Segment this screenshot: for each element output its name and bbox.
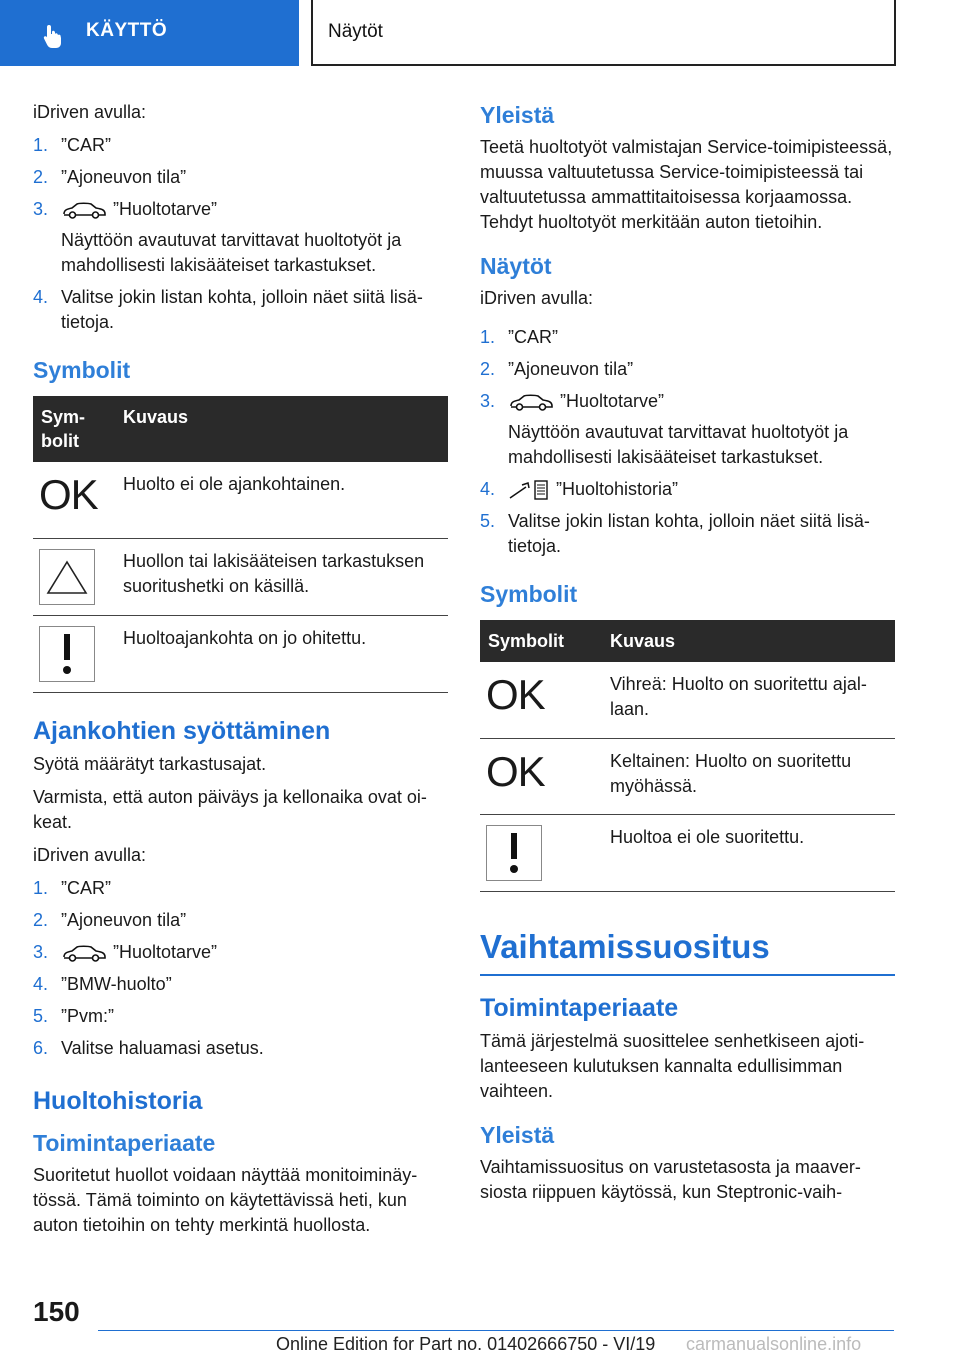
list-item: 1. ”CAR” xyxy=(33,877,111,898)
table-header: Symbolit xyxy=(33,396,115,462)
steps-list-3 xyxy=(480,325,895,559)
table-row: Huoltoa ei ole suoritettu. xyxy=(480,814,895,891)
list-item: 3. ”Huoltotarve” Näyttöön avautuvat tarvittavat huoltotyöt ja mahdollisesti lakisääteiset tarkastukset. xyxy=(480,389,895,470)
symbols-heading: Symbolit xyxy=(33,357,131,383)
table-row: OK Vihreä: Huolto on suoritettu ajallaan. xyxy=(480,662,895,738)
page-number: 150 xyxy=(33,1296,80,1327)
history-heading: Huoltohistoria xyxy=(33,1086,203,1115)
table-row: Huollon tai lakisääteisen tarkastuksen suoritushetki on käsillä. xyxy=(33,538,448,615)
edition-text: Online Edition for Part no. 01402666750 - VI/19 xyxy=(276,1334,656,1354)
exclamation-icon xyxy=(39,626,95,682)
ok-symbol: OK xyxy=(486,747,545,795)
principle-heading: Toimintaperiaate xyxy=(33,1129,216,1156)
topic-header xyxy=(311,0,896,66)
section-tab xyxy=(0,0,299,66)
list-item: 4. ”BMW-huolto” xyxy=(33,973,172,994)
shift-general-heading: Yleistä xyxy=(480,1121,555,1148)
car-icon xyxy=(508,393,554,411)
paragraph: iDriven avulla: xyxy=(33,844,147,865)
list-item: 1. ”CAR” xyxy=(33,135,111,155)
list-item: 4. Valitse jokin listan kohta, jolloin näet siitä lisätietoja. xyxy=(33,287,423,332)
step-detail: Näyttöön avautuvat tarvittavat huoltotyöt ja mahdollisesti lakisääteiset tarkastukset. xyxy=(508,422,849,467)
table-header: Kuvaus xyxy=(602,620,895,662)
list-item: 3. ”Huoltotarve” Näyttöön avautuvat tarvittavat huoltotyöt ja mahdollisesti lakisääteiset tarkastukset. xyxy=(33,197,448,278)
list-item: 5. ”Pvm:” xyxy=(33,1005,114,1026)
symbols-table xyxy=(480,620,895,892)
list-item: 3. ”Huoltotarve” xyxy=(33,941,218,962)
symbols-heading: Symbolit xyxy=(480,581,578,607)
paragraph: Tämä järjestelmä suosittelee senhetkiseen ajotilanteeseen kulutuksen kannalta edullisimman vaihteen. xyxy=(480,1030,865,1101)
dates-heading: Ajankohtien syöttäminen xyxy=(33,716,331,745)
service-history-icon xyxy=(508,479,550,501)
watermark: carmanualsonline.info xyxy=(686,1334,862,1354)
ok-symbol: OK xyxy=(486,671,545,718)
footer-divider xyxy=(98,1330,894,1331)
warning-triangle-icon xyxy=(39,549,95,605)
ok-symbol: OK xyxy=(39,471,98,518)
intro-text: iDriven avulla: xyxy=(33,102,147,122)
table-header: Kuvaus xyxy=(115,396,448,462)
displays-heading: Näytöt xyxy=(480,253,552,279)
paragraph: Suoritetut huollot voidaan näyttää monitoiminäytössä. Tämä toiminto on käytettävissä heti, kun auton tietoihin on tehty merkintä huollosta. xyxy=(33,1164,418,1235)
car-icon xyxy=(61,201,107,219)
paragraph: Vaihtamissuositus on varustetasosta ja maaversiosta riippuen käytössä, kun Steptronic-vaih- xyxy=(480,1156,861,1202)
car-icon xyxy=(61,944,107,962)
intro-text: iDriven avulla: xyxy=(480,288,594,308)
right-column xyxy=(480,100,895,1213)
table-header: Symbolit xyxy=(480,620,602,662)
list-item: 1. ”CAR” xyxy=(480,327,558,347)
step-detail: Näyttöön avautuvat tarvittavat huoltotyöt ja mahdollisesti lakisääteiset tarkastukset. xyxy=(61,230,402,275)
symbols-table xyxy=(33,396,448,693)
table-row: OK Huolto ei ole ajankohtainen. xyxy=(33,462,448,538)
hand-pointer-icon xyxy=(40,23,66,49)
list-item: 2. ”Ajoneuvon tila” xyxy=(480,359,634,379)
table-row: OK Keltainen: Huolto on suoritettu myöhässä. xyxy=(480,738,895,814)
paragraph: Syötä määrätyt tarkastusajat. xyxy=(33,753,267,774)
section-title: KÄYTTÖ xyxy=(86,20,168,41)
paragraph: Varmista, että auton päiväys ja kellonaika ovat oikeat. xyxy=(33,786,427,832)
list-item: 4. ”Huoltohistoria” xyxy=(480,477,895,502)
list-item: 2. ”Ajoneuvon tila” xyxy=(33,909,187,930)
shift-heading: Vaihtamissuositus xyxy=(480,928,895,976)
exclamation-icon xyxy=(486,825,542,881)
list-item: 5. Valitse jokin listan kohta, jolloin näet siitä lisätietoja. xyxy=(480,511,870,556)
paragraph: Teetä huoltotyöt valmistajan Service-toimipisteessä, muussa valtuutetussa Service-toimipisteessä tai valtuutetussa ammattitaitoisessa korjaamossa. Tehdyt huoltotyöt merkitään auton tietoihin. xyxy=(480,137,893,232)
shift-principle-heading: Toimintaperiaate xyxy=(480,993,679,1022)
left-column xyxy=(33,100,448,1246)
list-item: 6. Valitse haluamasi asetus. xyxy=(33,1037,264,1058)
steps-list-2 xyxy=(33,876,448,1061)
table-row: Huoltoajankohta on jo ohitettu. xyxy=(33,615,448,692)
steps-list-1 xyxy=(33,133,448,335)
list-item: 2. ”Ajoneuvon tila” xyxy=(33,167,187,187)
general-heading: Yleistä xyxy=(480,102,555,128)
topic-title: Näytöt xyxy=(328,21,383,42)
